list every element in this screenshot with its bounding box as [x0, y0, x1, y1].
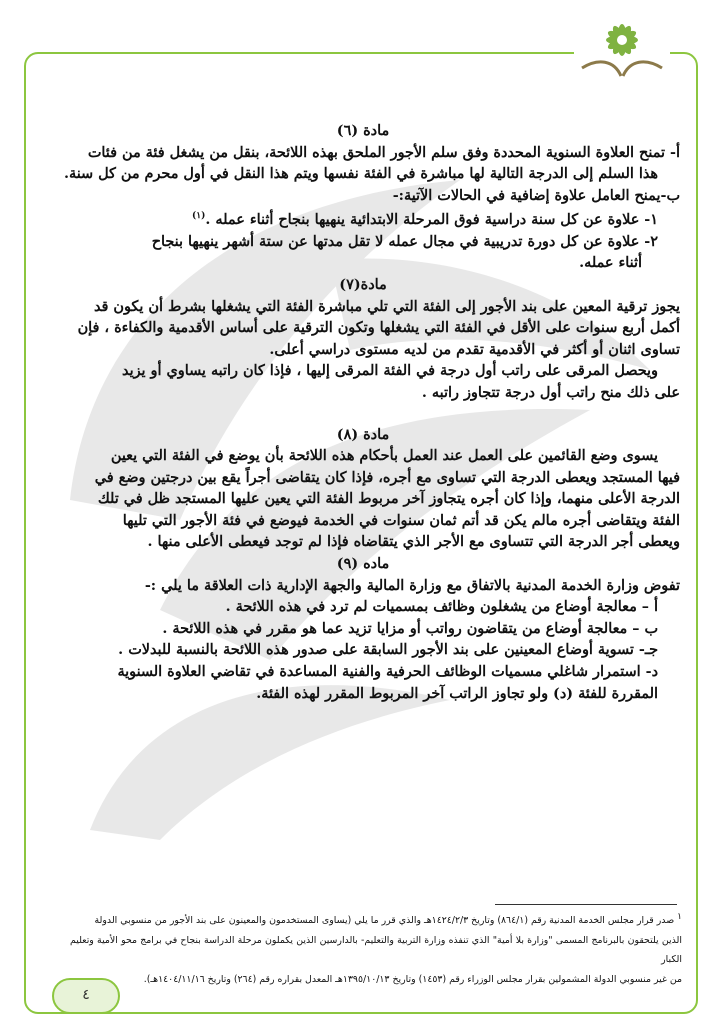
article-6-clause-b-heading: ب-يمنح العامل علاوة إضافية في الحالات الآتية:- — [392, 186, 680, 204]
article-7-paragraph-1-line-1: يجوز ترقية المعين على بند الأجور إلى الفئة التي تلي مباشرة الفئة التي يشغلها بشرط أن يكون قد — [93, 297, 680, 315]
footnote — [70, 908, 682, 989]
article-7-paragraph-1-line-2: أكمل أربع سنوات على الأقل في الفئة التي يشغلها وتكون الترقية على أساس الأقدمية والكفاءة ، فإن — [77, 319, 680, 337]
article-8-line-4: الفئة ويتقاضى أجره مالم يكن قد أتم ثمان سنوات في الخدمة فيوضع في فئة الأجور التي تليها — [122, 511, 680, 529]
footnote-line-2: الذين يلتحقون بالبرنامج المسمى "وزارة بلا أمية" الذي تنفذه وزارة التربية والتعليم- بالدارسين الذين يكملون مرحلة الدراسة بنجاح في برامج محو الأمية وتعليم الكبار — [70, 934, 682, 966]
article-7-paragraph-2-line-2: على ذلك منح راتب أول درجة تتجاوز راتبه . — [421, 383, 680, 401]
article-7-paragraph-2-line-1: ويحصل المرقى على راتب أول درجة في الفئة المرقى إليها ، فإذا كان راتبه يساوي أو يزيد — [122, 362, 658, 380]
article-9-item-c: جـ- تسوية أوضاع المعينين على بند الأجور السابقة على صدور هذه اللائحة بالنسبة للبدلات . — [118, 641, 658, 659]
page-number: ٤ — [52, 978, 120, 1014]
article-6-clause-b-item-1: ١- علاوة عن كل سنة دراسية فوق المرحلة الابتدائية ينهيها بنجاح أثناء عمله .$^{(١)}$ — [192, 211, 658, 229]
article-9-item-d-line-1: د- استمرار شاغلي مسميات الوظائف الحرفية والفنية المساعدة في تقاضي العلاوة السنوية — [117, 663, 658, 681]
article-9-item-d-line-2: المقررة للفئة (د) ولو تجاوز الراتب آخر المربوط المقرر لهذه الفئة. — [256, 684, 658, 702]
article-8-title: مادة (٨) — [336, 425, 390, 443]
footnote-reference[interactable]: (١) — [192, 211, 206, 222]
footnote-line-3: من غير منسوبي الدولة المشمولين بقرار مجلس الوزراء رقم (١٤٥٣) وتاريخ ١٣٩٥/١٠/١٣هـ المعدل بقراره رقم (٢٦٤) وتاريخ ١٤٠٤/١١/١٦هـ). — [143, 973, 682, 985]
article-9-title: ماده (٩) — [336, 555, 390, 573]
article-8-line-2: فيها المستجد ويعطى الدرجة التي تساوى مع أجره، فإذا كان يتقاضى أجراً يقع بين درجتين وضع في — [94, 468, 680, 486]
article-6-clause-b-item-2-line-1: ٢- علاوة عن كل دورة تدريبية في مجال عمله لا تقل مدتها عن ستة أشهر ينهيها بنجاح — [151, 232, 658, 250]
footnote-line-1: $^١$ صدر قرار مجلس الخدمة المدنية رقم (٨٦٤/١) وتاريخ ١٤٢٤/٢/٣هـ والذي قرر ما يلي (يساوى المستخدمون والمعينون على بند الأجور من منسوبي الدولة — [94, 912, 682, 927]
article-8-line-5: ويعطى أجر الدرجة التي تتساوى مع الأجر الذي يتقاضاه فإذا لم توجد فيعطى الأعلى منها . — [147, 533, 680, 551]
article-9-item-a: أ – معالجة أوضاع من يشغلون وظائف بمسميات لم ترد في هذه اللائحة . — [225, 598, 658, 616]
article-6-clause-a-line-2: هذا السلم إلى الدرجة التالية لها مباشرة في الفئة نفسها ويتم هذا النقل في أول محرم من كل سنة. — [63, 165, 658, 183]
document-body — [46, 120, 680, 704]
footnote-marker: ١ — [677, 912, 682, 922]
article-8-line-3: الدرجة الأعلى منهما، وإذا كان أجره يتجاوز آخر مربوط الفئة التي يعين عليها المستجد ظل في تلك — [97, 490, 680, 508]
article-6-clause-a-line-1: أ- تمنح العلاوة السنوية المحددة وفق سلم الأجور الملحق بهذه اللائحة، بنقل من يشغل فئة من فئات — [87, 143, 680, 161]
article-6-title: مادة (٦) — [336, 122, 390, 139]
article-9-item-b: ب – معالجة أوضاع من يتقاضون رواتب أو مزايا تزيد عما هو مقرر في هذه اللائحة . — [162, 619, 658, 637]
article-8-line-1: يسوى وضع القائمين على العمل عند العمل بأحكام هذه اللائحة بأن يوضع في الفئة التي يعين — [110, 447, 658, 465]
article-7-title: مادة(٧) — [339, 275, 387, 293]
footnote-separator — [495, 904, 677, 905]
article-9-intro: تفوض وزارة الخدمة المدنية بالاتفاق مع وزارة المالية والجهة الإدارية ذات العلاقة ما يلي :- — [144, 576, 680, 594]
palm-leaf-logo — [574, 6, 670, 88]
article-6-clause-b-item-2-line-2: أثناء عمله. — [579, 254, 642, 272]
article-7-paragraph-1-line-3: تساوى اثنان أو أكثر في الأقدمية تقدم من لديه مستوى دراسي أعلى. — [269, 340, 680, 358]
